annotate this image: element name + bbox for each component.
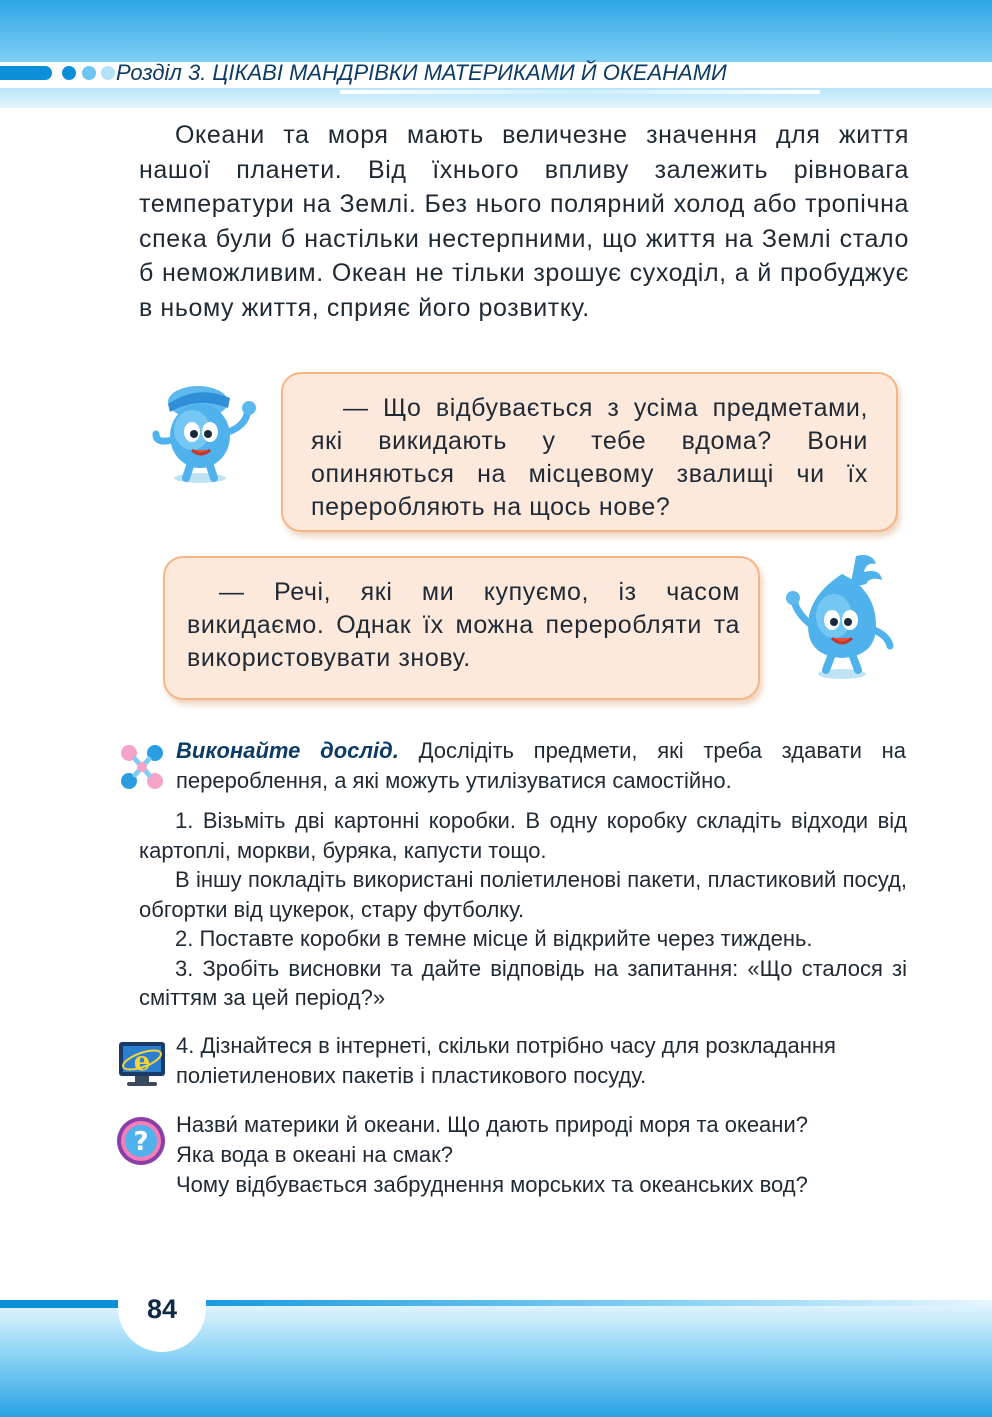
experiment-step: 2. Поставте коробки в темне місце й відкрийте через тиждень.	[175, 926, 813, 951]
experiment-step: В іншу покладіть використані поліетиленові пакети, пластиковий посуд, обгортки від цукерок, стару футболку.	[139, 867, 907, 922]
header-dot	[62, 66, 76, 80]
water-drop-mascot-icon	[150, 374, 260, 486]
bubble-question-text: — Що відбувається з усіма предметами, які викидають у тебе вдома? Вони опиняються на місцевому звалищі чи їх переробляють на щось нове?	[311, 394, 868, 521]
experiment-intro	[176, 736, 906, 796]
header-accent-bar	[0, 66, 52, 80]
review-question: Яка вода в океані на смак?	[176, 1142, 453, 1167]
svg-text:e: e	[133, 1047, 151, 1077]
internet-icon	[117, 1036, 167, 1088]
footer-accent-line	[205, 1300, 992, 1306]
review-questions	[176, 1110, 906, 1200]
speech-bubble-answer	[163, 556, 760, 700]
bubble-answer-text: — Речі, які ми купуємо, із часом викидаємо. Однак їх можна переробляти та використовувати знову.	[187, 578, 740, 672]
section-title: Розділ 3. ЦІКАВІ МАНДРІВКИ МАТЕРИКАМИ Й ОКЕАНАМИ	[116, 60, 727, 85]
experiment-step: 3. Зробіть висновки та дайте відповідь на запитання: «Що сталося зі сміттям за цей період?»	[139, 955, 907, 1010]
intro-paragraph: Океани та моря мають величезне значення для життя нашої планети. Від їхнього впливу залежить рівновага температури на Землі. Без нього полярний холод або тропічна спека були б настільки нестерпними, що життя на Землі стало б неможливим. Океан не тільки зрошує суходіл, а й пробуджує в ньому життя, сприяє його розвитку.	[139, 121, 909, 322]
experiment-step: 1. Візьміть дві картонні коробки. В одну коробку складіть відходи від картоплі, моркви, буряка, капусти тощо.	[139, 808, 907, 863]
review-question: Чому відбувається забруднення морських та океанських вод?	[176, 1172, 808, 1197]
header-dot	[101, 66, 115, 80]
question-icon	[116, 1116, 166, 1166]
review-question: Назви́ материки й океани. Що дають природі моря та океани?	[176, 1112, 808, 1137]
speech-bubble-question	[281, 372, 898, 532]
experiment-title: Виконайте дослід.	[176, 738, 399, 763]
header-underline	[340, 90, 820, 94]
water-drop-mascot-icon	[786, 550, 902, 680]
header-dot	[82, 66, 96, 80]
internet-task: 4. Дізнайтеся в інтернеті, скільки потрібно часу для розкладання поліетиленових пакетів і пластикового посуду.	[176, 1033, 836, 1088]
page-number: 84	[146, 1294, 178, 1324]
experiment-intro-text: Дослідіть предмети, які треба здавати на перероблення, а які можуть утилізуватися самостійно.	[176, 738, 906, 793]
experiment-steps	[139, 806, 907, 1013]
svg-text:?: ?	[133, 1127, 149, 1157]
experiment-icon	[117, 741, 167, 793]
